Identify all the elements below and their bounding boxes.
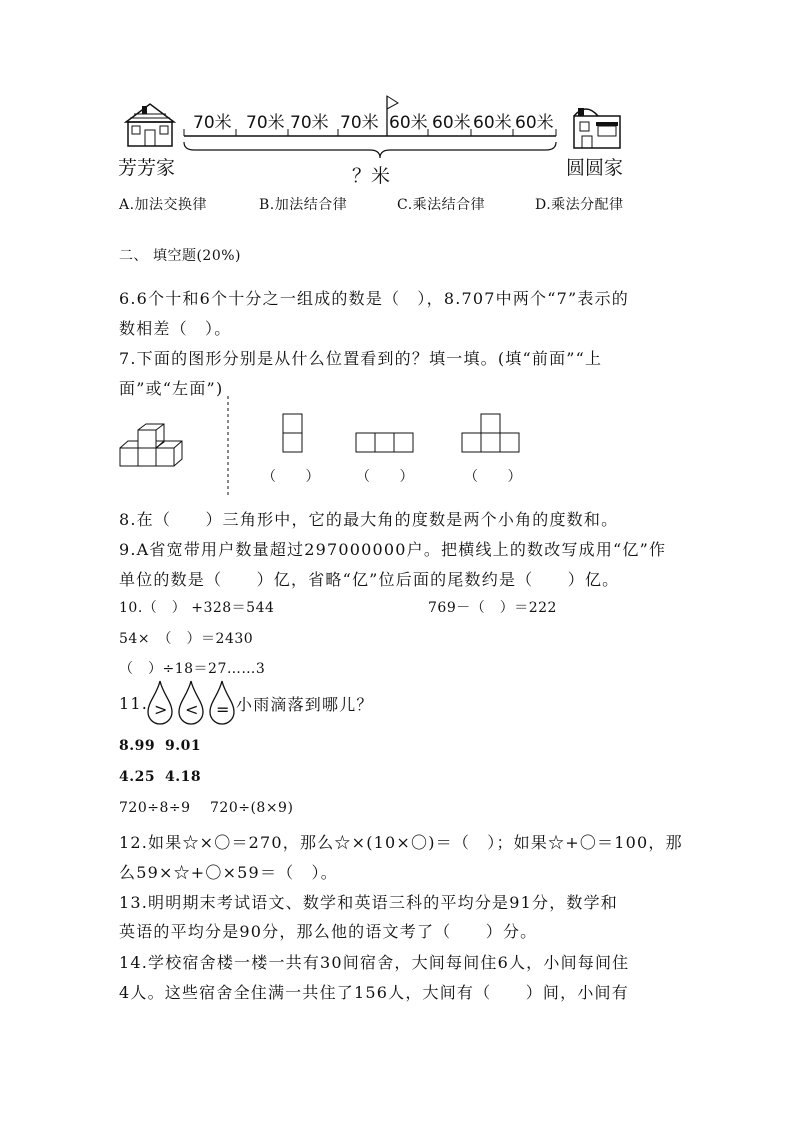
q10-c: 54× （ ）＝2430: [119, 631, 254, 647]
house-right-icon: [568, 100, 626, 152]
q14-line-1: 14.学校宿舍楼一楼一共有30间宿舍，大间每间住6人，小间每间住: [119, 953, 630, 972]
q11-row-2-left: 4.25: [119, 769, 156, 785]
q11-row-2-right: 4.18: [165, 769, 202, 785]
segment-label-5: 60米: [389, 113, 428, 133]
raindrop-less-symbol: <: [185, 700, 199, 719]
q11-number: 11.: [119, 694, 149, 713]
segment-label-2: 70米: [246, 113, 285, 133]
raindrop-equal-symbol: =: [216, 700, 230, 719]
q7-blank-2[interactable]: （ ）: [356, 469, 414, 485]
q6-line-2: 数相差（ ）。: [119, 319, 232, 338]
q6-line-1: 6.6个十和6个十分之一组成的数是（ ），8.707中两个“7”表示的: [119, 289, 629, 308]
option-a: A.加法交换律: [119, 197, 208, 213]
cube-stack-figure: [118, 424, 184, 470]
q9-line-2: 单位的数是（ ）亿，省略“亿”位后面的尾数约是（ ）亿。: [119, 570, 620, 589]
q13-line-2: 英语的平均分是90分，那么他的语文考了（ ）分。: [119, 922, 538, 941]
segment-label-1: 70米: [193, 113, 232, 133]
q10-b: 769－（ ）＝222: [428, 600, 557, 616]
q7-line-2: 面”或“左面”): [119, 379, 224, 398]
q11-row-1-left: 8.99: [119, 738, 156, 754]
q7-blank-3[interactable]: （ ）: [464, 469, 522, 485]
option-b: B.加法结合律: [259, 197, 348, 213]
q11-text: 小雨滴落到哪儿？: [236, 695, 374, 714]
q8-line: 8.在（ ）三角形中，它的最大角的度数是两个小角的度数和。: [119, 510, 619, 529]
q11-row-3-right: 720÷(8×9): [210, 800, 294, 816]
q14-line-2: 4人。这些宿舍全住满一共住了156人，大间有（ ）间，小间有: [119, 983, 629, 1002]
q7-blank-1[interactable]: （ ）: [262, 469, 320, 485]
option-d: D.乘法分配律: [535, 197, 624, 213]
q12-line-2: 么59×☆+〇×59＝（ ）。: [119, 863, 338, 882]
total-distance-label: ？米: [352, 165, 391, 187]
divider-dashed-line: [226, 396, 230, 496]
q9-line-1: 9.A省宽带用户数量超过297000000户。把横线上的数改写成用“亿”作: [119, 540, 667, 559]
q10-a: 10.（ ） +328＝544: [119, 600, 275, 616]
q13-line-1: 13.明明期末考试语文、数学和英语三科的平均分是91分，数学和: [119, 893, 619, 912]
segment-label-3: 70米: [290, 113, 329, 133]
view-figure-3: [461, 413, 521, 453]
segment-label-7: 60米: [473, 113, 512, 133]
segment-label-6: 60米: [432, 113, 471, 133]
option-c: C.乘法结合律: [397, 197, 486, 213]
road-line: [180, 96, 560, 166]
q12-line-1: 12.如果☆×〇＝270，那么☆×(10×〇)＝（ ）；如果☆+〇＝100，那: [119, 833, 683, 852]
view-figure-1: [282, 413, 304, 453]
q7-line-1: 7.下面的图形分别是从什么位置看到的？填一填。(填“前面”“上: [119, 349, 603, 368]
raindrop-greater-symbol: >: [154, 700, 168, 719]
segment-label-4: 70米: [340, 113, 379, 133]
q11-row-1-right: 9.01: [165, 738, 202, 754]
section-title: 二、 填空题(20%): [119, 248, 241, 264]
segment-label-8: 60米: [515, 113, 554, 133]
q10-d: （ ）÷18＝27……3: [119, 661, 266, 677]
q11-row-3-left: 720÷8÷9: [119, 800, 191, 816]
view-figure-2: [355, 432, 415, 454]
right-house-label: 圆圆家: [566, 157, 624, 179]
house-left-icon: [120, 100, 180, 150]
left-house-label: 芳芳家: [118, 157, 176, 179]
